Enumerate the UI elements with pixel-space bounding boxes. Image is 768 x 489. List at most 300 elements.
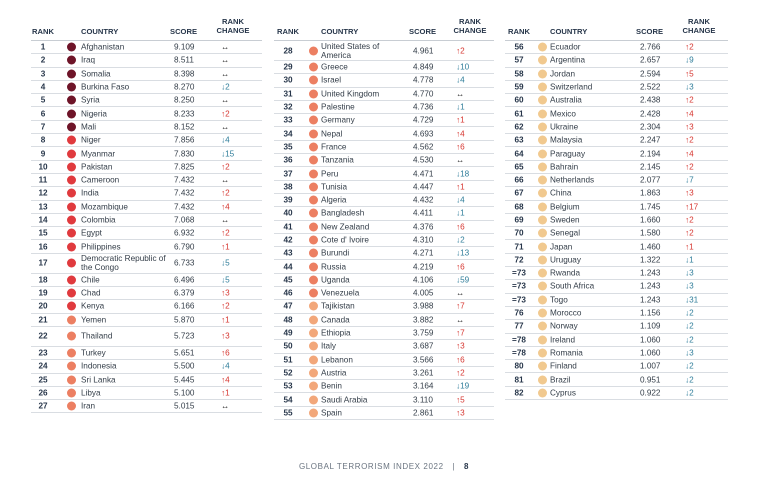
score-cell: 3.110 [413,395,433,405]
table-row [505,187,728,200]
country-cell: Pakistan [81,162,113,172]
table-row [31,147,262,160]
score-cell: 3.261 [413,368,434,378]
score-cell: 4.736 [413,102,434,112]
score-cell: 5.651 [174,348,195,358]
country-cell: Bangladesh [321,208,365,218]
country-cell: Saudi Arabia [321,395,368,405]
table-row [274,287,494,300]
rank-change-cell: ↓19 [456,381,470,391]
country-cell: Sweden [550,215,580,225]
rank-change-cell: ↑3 [456,341,465,351]
rank-cell: 17 [38,258,48,268]
country-cell: Yemen [81,315,107,325]
country-cell: Syria [81,95,100,105]
table-row [274,127,494,140]
rank-cell: =78 [512,335,526,345]
table-header [505,14,728,41]
rank-change-cell: ↓4 [221,135,230,145]
country-cell: Uruguay [550,255,581,265]
score-cell: 4.693 [413,129,434,139]
table-row [31,327,262,347]
ranking-column-2 [274,14,494,420]
country-cell: Cameroon [81,175,120,185]
score-cell: 1.745 [640,202,661,212]
score-cell: 7.432 [174,175,195,185]
risk-dot-icon [538,162,547,171]
rank-change-cell: ↑1 [685,242,694,252]
rank-change-cell: ↓15 [221,149,235,159]
score-cell: 5.723 [174,331,195,341]
risk-dot-icon [309,116,318,125]
rank-change-cell: ↔ [221,122,230,132]
risk-dot-icon [538,229,547,238]
rank-change-cell: ↑4 [685,149,694,159]
score-cell: 2.247 [640,135,661,145]
rank-change-cell: ↓2 [221,82,230,92]
risk-dot-icon [67,229,76,238]
country-cell: Spain [321,408,342,418]
rank-change-cell: ↑6 [456,142,465,152]
rank-change-cell: ↑5 [685,69,694,79]
country-cell: Sri Lanka [81,375,116,385]
score-cell: 4.778 [413,75,434,85]
rank-change-cell: ↓5 [221,275,230,285]
table-row [274,194,494,207]
rank-cell: 40 [283,208,293,218]
country-cell: Mali [81,122,97,132]
rank-cell: 56 [514,42,524,52]
score-cell: 5.870 [174,315,195,325]
country-cell: Afghanistan [81,42,125,52]
table-row [274,114,494,127]
score-cell: 7.068 [174,215,195,225]
score-cell: 2.861 [413,408,434,418]
score-cell: 4.376 [413,222,434,232]
rank-cell: 43 [283,248,293,258]
rank-cell: 15 [38,228,48,238]
table-row [505,201,728,214]
score-cell: 4.310 [413,235,434,245]
rank-cell: 13 [38,202,48,212]
country-cell: Jordan [550,69,576,79]
score-cell: 8.233 [174,109,195,119]
score-cell: 3.988 [413,301,434,311]
footer-title: GLOBAL TERRORISM INDEX 2022 [298,462,444,471]
rank-cell: 6 [40,109,46,119]
rank-change-cell: ↑2 [456,368,465,378]
risk-dot-icon [309,342,318,351]
rank-change-cell: ↓31 [685,295,699,305]
country-cell: Nigeria [81,109,107,119]
rank-cell: 67 [514,188,524,198]
country-cell: Germany [321,115,355,125]
table-row [274,247,494,260]
risk-dot-icon [309,408,318,417]
risk-dot-icon [309,395,318,404]
country-cell: Greece [321,62,348,72]
risk-dot-icon [309,275,318,284]
rank-cell: 25 [38,375,48,385]
score-cell: 1.243 [640,295,661,305]
rank-change-cell: ↑6 [221,348,230,358]
country-cell: Brazil [550,375,571,385]
risk-dot-icon [67,109,76,118]
rank-cell: 23 [38,348,48,358]
risk-dot-icon [538,202,547,211]
score-cell: 3.759 [413,328,434,338]
country-cell: India [81,188,99,198]
rank-cell: 14 [38,215,48,225]
country-cell: France [321,142,347,152]
table-row [505,54,728,67]
country-cell: Rwanda [550,268,581,278]
rank-change-cell: ↑2 [221,228,230,238]
risk-dot-icon [309,382,318,391]
score-cell: 4.770 [413,89,434,99]
risk-dot-icon [309,76,318,85]
table-row [505,254,728,267]
rank-cell: 72 [514,255,524,265]
rank-change-cell: ↔ [221,95,230,105]
score-cell: 4.432 [413,195,434,205]
rank-cell: 46 [283,288,293,298]
header-country: COUNTRY [550,27,588,36]
score-cell: 8.250 [174,95,195,105]
rank-change-cell: ↔ [456,155,465,165]
risk-dot-icon [309,289,318,298]
table-row [505,41,728,54]
score-cell: 4.729 [413,115,434,125]
rank-cell: 38 [283,182,293,192]
country-cell: Colombia [81,215,116,225]
country-cell: Austria [321,368,347,378]
rank-change-cell: ↓2 [685,375,694,385]
risk-dot-icon [538,282,547,291]
table-row [505,307,728,320]
country-cell: Morocco [550,308,582,318]
header-rank: RANK [508,27,530,36]
country-cell: Tanzania [321,155,354,165]
rank-cell: 39 [283,195,293,205]
rank-cell: 28 [283,46,293,55]
score-cell: 6.733 [174,258,195,268]
risk-dot-icon [67,96,76,105]
risk-dot-icon [538,122,547,131]
table-row [505,227,728,240]
country-cell: Libya [81,388,101,398]
header-rank-change [677,17,721,35]
risk-dot-icon [67,302,76,311]
rank-change-cell: ↓7 [685,175,694,185]
table-row [505,214,728,227]
country-cell: Nepal [321,129,343,139]
rank-change-cell: ↓2 [685,361,694,371]
rank-change-cell: ↑1 [456,115,465,125]
score-cell: 2.428 [640,109,661,119]
risk-dot-icon [67,136,76,145]
rank-cell: 45 [283,275,293,285]
risk-dot-icon [538,388,547,397]
risk-dot-icon [309,182,318,191]
rank-cell: 80 [514,361,524,371]
country-cell: Chad [81,288,101,298]
rank-change-cell: ↔ [456,89,465,99]
country-cell: Senegal [550,228,581,238]
rank-cell: 76 [514,308,524,318]
rank-cell: 34 [283,129,293,139]
rank-cell: 27 [38,401,48,411]
table-row [505,387,728,400]
score-cell: 4.411 [413,208,433,218]
score-cell: 2.304 [640,122,661,132]
risk-dot-icon [538,189,547,198]
rank-cell: 33 [283,115,293,125]
table-row [505,94,728,107]
risk-dot-icon [309,329,318,338]
country-cell: Venezuela [321,288,360,298]
score-cell: 1.243 [640,268,661,278]
score-cell: 4.106 [413,275,434,285]
score-cell: 2.194 [640,149,661,159]
risk-dot-icon [309,156,318,165]
country-cell: Israel [321,75,342,85]
table-row [505,267,728,280]
country-cell: Burkina Faso [81,82,130,92]
rank-change-cell: ↔ [221,55,230,65]
rank-change-cell: ↓1 [685,255,694,265]
table-row [31,54,262,67]
risk-dot-icon [67,69,76,78]
table-row [274,141,494,154]
rank-cell: 51 [283,355,293,365]
risk-dot-icon [67,162,76,171]
rank-change-cell: ↓5 [221,258,230,268]
risk-dot-icon [309,46,318,55]
score-cell: 1.243 [640,281,661,291]
score-cell: 1.863 [640,188,661,198]
score-cell: 6.379 [174,288,195,298]
header-score: SCORE [409,27,437,36]
risk-dot-icon [309,355,318,364]
table-row [274,274,494,287]
country-cell: Ethiopia [321,328,351,338]
country-cell: Democratic Republic of the Congo [81,254,166,273]
risk-dot-icon [67,189,76,198]
risk-dot-icon [67,56,76,65]
score-cell: 7.856 [174,135,195,145]
score-cell: 1.109 [640,321,661,331]
country-cell: Algeria [321,195,347,205]
table-row [505,320,728,333]
table-row [31,400,262,413]
country-cell: Netherlands [550,175,595,185]
table-row [274,221,494,234]
risk-dot-icon [538,295,547,304]
risk-dot-icon [538,255,547,264]
risk-dot-icon [309,63,318,72]
rank-cell: 58 [514,69,524,79]
table-row [31,107,262,120]
country-cell: Italy [321,341,337,351]
score-cell: 4.530 [413,155,434,165]
rank-change-cell: ↓3 [685,82,694,92]
score-cell: 3.164 [413,381,434,391]
risk-dot-icon [538,348,547,357]
rank-change-cell: ↔ [456,315,465,325]
rank-cell: 68 [514,202,524,212]
table-row [505,240,728,253]
country-cell: Burundi [321,248,350,258]
rank-change-cell: ↑2 [685,228,694,238]
table-row [274,327,494,340]
rank-change-cell: ↑2 [221,188,230,198]
table-row [505,134,728,147]
country-cell: Kenya [81,301,105,311]
rank-cell: 9 [40,149,46,159]
risk-dot-icon [309,89,318,98]
rank-change-cell: ↓4 [221,361,230,371]
country-cell: Benin [321,381,342,391]
country-cell: South Africa [550,281,595,291]
rank-change-cell: ↑2 [685,162,694,172]
table-row [274,101,494,114]
score-cell: 7.432 [174,202,195,212]
rank-change-cell: ↔ [221,401,230,411]
score-cell: 2.766 [640,42,661,52]
score-cell: 8.511 [174,55,194,65]
score-cell: 4.961 [413,46,434,55]
rank-cell: 10 [38,162,48,172]
header-rank-change [448,17,492,35]
risk-dot-icon [309,262,318,271]
risk-dot-icon [309,169,318,178]
rank-cell: 37 [283,169,293,179]
table-row [505,347,728,360]
table-row [31,274,262,287]
rank-cell: 57 [514,55,524,65]
country-cell: Philippines [81,242,121,252]
table-row [31,387,262,400]
score-cell: 1.007 [640,361,661,371]
rank-cell: 81 [514,375,524,385]
table-row [31,94,262,107]
footer-separator: | [452,462,456,471]
table-row [505,294,728,307]
country-cell: Ecuador [550,42,581,52]
rank-change-cell: ↑3 [456,408,465,418]
table-row [505,147,728,160]
table-row [505,68,728,81]
country-cell: Bahrain [550,162,579,172]
score-cell: 5.445 [174,375,195,385]
rank-change-cell: ↑3 [221,331,230,341]
rank-change-cell: ↓2 [685,335,694,345]
score-cell: 2.522 [640,82,661,92]
table-row [274,154,494,167]
rank-cell: 66 [514,175,524,185]
header-score: SCORE [636,27,664,36]
country-cell: Egypt [81,228,102,238]
score-cell: 2.145 [640,162,661,172]
score-cell: 8.270 [174,82,195,92]
rank-change-cell: ↓2 [456,235,465,245]
rank-change-cell: ↓9 [685,55,694,65]
country-cell: Argentina [550,55,586,65]
table-row [31,174,262,187]
rank-cell: 2 [40,55,46,65]
rank-cell: 59 [514,82,524,92]
risk-dot-icon [67,349,76,358]
score-cell: 8.152 [174,122,195,132]
country-cell: Australia [550,95,582,105]
table-row [505,174,728,187]
rank-cell: 54 [283,395,293,405]
table-row [505,81,728,94]
risk-dot-icon [67,275,76,284]
country-cell: New Zealand [321,222,370,232]
country-cell: Myanmar [81,149,116,159]
country-cell: Mexico [550,109,576,119]
country-cell: Thailand [81,331,113,341]
score-cell: 8.398 [174,69,195,79]
table-row [505,161,728,174]
risk-dot-icon [309,142,318,151]
table-row [274,61,494,74]
rank-cell: 29 [283,62,293,72]
country-cell: Ireland [550,335,576,345]
country-cell: Ukraine [550,122,579,132]
country-cell: Paraguay [550,149,586,159]
table-row [274,167,494,180]
score-cell: 4.219 [413,262,434,272]
rank-cell: 36 [283,155,293,165]
rank-cell: 70 [514,228,524,238]
score-cell: 4.562 [413,142,434,152]
score-cell: 5.100 [174,388,195,398]
rank-cell: =73 [512,268,526,278]
risk-dot-icon [67,122,76,131]
country-cell: Somalia [81,69,111,79]
rank-change-cell: ↑1 [221,388,230,398]
risk-dot-icon [67,332,76,341]
page-number: 8 [463,462,470,471]
table-row [274,260,494,273]
score-cell: 1.322 [640,255,661,265]
header-rank-change-line1: RANK [688,17,710,26]
rank-change-cell: ↑2 [685,42,694,52]
score-cell: 1.580 [640,228,661,238]
rank-change-cell: ↓2 [685,308,694,318]
score-cell: 7.830 [174,149,195,159]
rank-change-cell: ↑2 [221,109,230,119]
country-cell: Tunisia [321,182,348,192]
score-cell: 4.005 [413,288,434,298]
country-cell: Mozambique [81,202,128,212]
rank-cell: 61 [514,109,524,119]
score-cell: 1.060 [640,335,661,345]
rank-change-cell: ↔ [221,175,230,185]
table-row [505,280,728,293]
score-cell: 2.657 [640,55,661,65]
risk-dot-icon [538,375,547,384]
rank-cell: 65 [514,162,524,172]
rank-cell: 1 [40,42,46,52]
table-row [274,41,494,61]
rank-cell: 77 [514,321,524,331]
header-country: COUNTRY [321,27,359,36]
table-row [274,367,494,380]
